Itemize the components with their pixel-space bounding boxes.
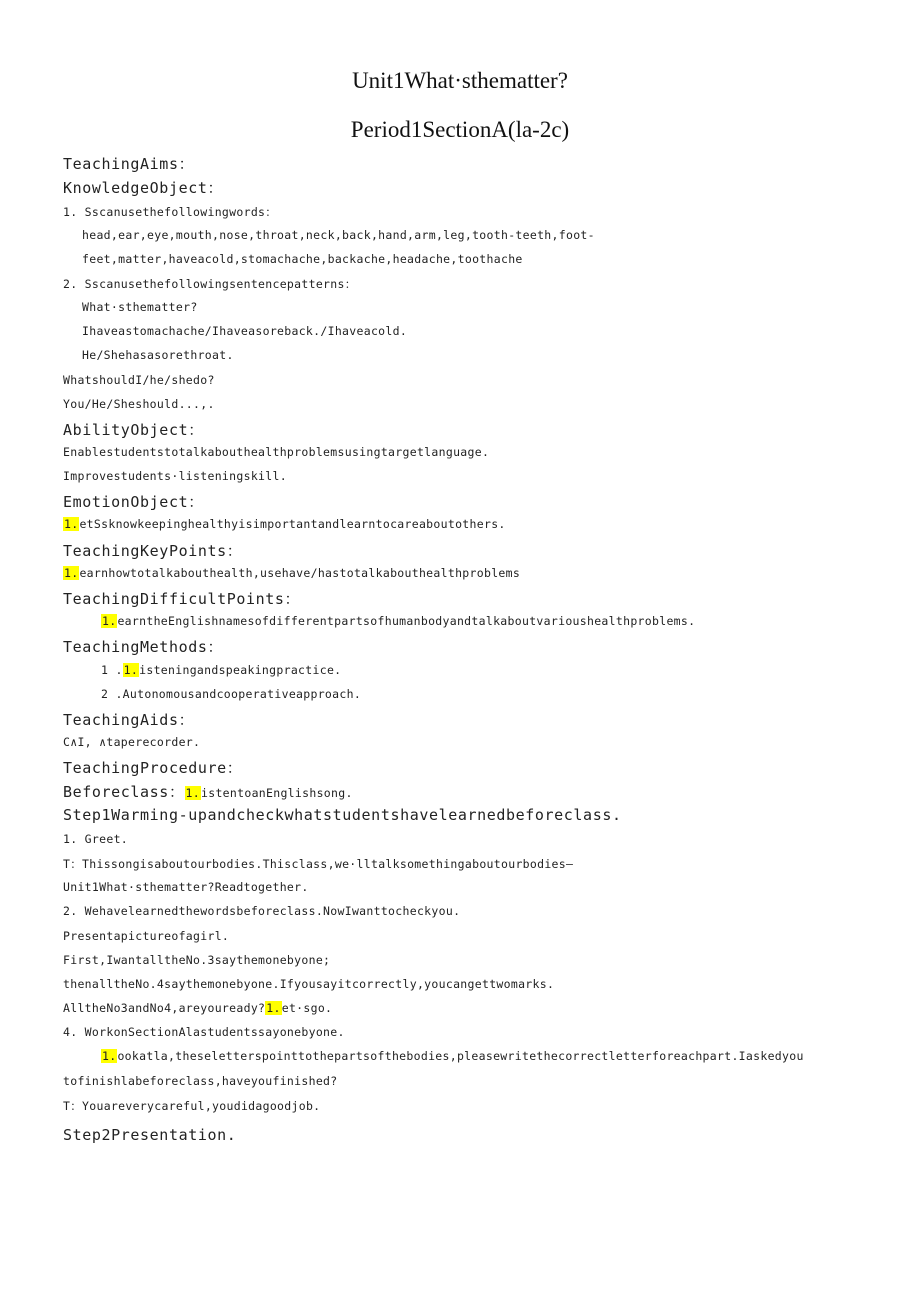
methods-line-1: [101, 663, 341, 677]
step1-line: Unit1What·sthematter?Readtogether.: [63, 880, 309, 894]
highlight-marker: 1.: [64, 517, 79, 531]
step1-line: tofinishlabeforeclass,haveyoufinished?: [63, 1074, 338, 1088]
difficult-text: earntheEnglishnamesofdifferentpartsofhumanbodyandtalkaboutvarioushealthproblems.: [117, 614, 696, 628]
knowledge-item-2: 2. Sscanusethefollowingsentencepatterns：: [63, 277, 357, 291]
knowledge-heading: KnowledgeObject：: [63, 179, 224, 197]
procedure-heading: TeachingProcedure：: [63, 759, 243, 777]
methods-number: 1 .: [101, 663, 123, 677]
step1-text: AlltheNo3andNo4,areyouready?: [63, 1001, 266, 1015]
step1-line: T：Youareverycareful,youdidagoodjob.: [63, 1099, 321, 1113]
aims-heading: TeachingAims：: [63, 155, 195, 173]
step1-line: [63, 1001, 332, 1015]
step1-line: 4. WorkonSectionAlastudentssayonebyone.: [63, 1025, 345, 1039]
ability-line: Improvestudents·listeningskill.: [63, 469, 287, 483]
ability-line: Enablestudentstotalkabouthealthproblemsusingtargetlanguage.: [63, 445, 490, 459]
step1-line: Presentapictureofagirl.: [63, 929, 230, 943]
emotion-line: [63, 517, 506, 531]
keypoints-line: [63, 566, 520, 580]
methods-text: isteningandspeakingpractice.: [139, 663, 342, 677]
knowledge-item-1: 1. Sscanusethefollowingwords：: [63, 205, 278, 219]
document-subtitle: Period1SectionA(la-2c): [350, 117, 570, 142]
step1-heading: Step1Warming-upandcheckwhatstudentshavelearnedbeforeclass.: [63, 806, 622, 824]
pattern-line: What·sthematter?: [82, 300, 198, 314]
aids-line: C∧I, ∧taperecorder.: [63, 735, 201, 749]
ability-heading: AbilityObject：: [63, 421, 204, 439]
difficult-heading: TeachingDifficultPoints：: [63, 590, 301, 608]
pattern-line: He/Shehasasorethroat.: [82, 348, 234, 362]
keypoints-text: earnhowtotalkabouthealth,usehave/hastotalkabouthealthproblems: [79, 566, 521, 580]
emotion-heading: EmotionObject：: [63, 493, 204, 511]
word-list-line-1: head,ear,eye,mouth,nose,throat,neck,back,hand,arm,leg,tooth-teeth,foot-: [82, 228, 595, 242]
highlight-marker: 1.: [123, 663, 139, 677]
pattern-line: WhatshouldI/he/shedo?: [63, 373, 215, 387]
document-title: Unit1What·sthematter?: [352, 68, 568, 93]
before-class-label: Beforeclass：: [63, 783, 185, 801]
methods-line-2: 2 .Autonomousandcooperativeapproach.: [101, 687, 362, 701]
step1-text-end: et·sgo.: [281, 1001, 333, 1015]
highlight-marker: 1.: [102, 614, 117, 628]
pattern-line: You/He/Sheshould...,.: [63, 397, 215, 411]
step1-line: [101, 1049, 804, 1063]
highlight-marker: 1.: [185, 786, 200, 800]
methods-heading: TeachingMethods：: [63, 638, 224, 656]
step1-text: ookatla,theseletterspointtothepartsofthebodies,pleasewritethecorrectletterforeachpart.Iaskedyou: [117, 1049, 804, 1063]
before-class-line: [63, 781, 353, 802]
step1-line: First,IwantalltheNo.3saythemonebyone;: [63, 953, 331, 967]
difficult-line: [101, 614, 695, 628]
pattern-line: Ihaveastomachache/Ihaveasoreback./Ihaveacold.: [82, 324, 408, 338]
highlight-marker: 1.: [102, 1049, 117, 1063]
highlight-marker: 1.: [64, 566, 79, 580]
step1-line: 1. Greet.: [63, 832, 129, 846]
emotion-text: etSsknowkeepinghealthyisimportantandlearntocareaboutothers.: [79, 517, 506, 531]
before-class-text: istentoanEnglishsong.: [201, 786, 353, 800]
step1-line: 2. Wehavelearnedthewordsbeforeclass.NowIwanttocheckyou.: [63, 904, 461, 918]
word-list-line-2: feet,matter,haveacold,stomachache,backache,headache,toothache: [82, 252, 523, 266]
step2-heading: Step2Presentation.: [63, 1126, 237, 1144]
highlight-marker: 1.: [266, 1001, 281, 1015]
step1-line: thenalltheNo.4saythemonebyone.Ifyousayitcorrectly,youcangettwomarks.: [63, 977, 555, 991]
keypoints-heading: TeachingKeyPoints：: [63, 542, 243, 560]
aids-heading: TeachingAids：: [63, 711, 195, 729]
step1-line: T：Thissongisaboutourbodies.Thisclass,we·lltalksomethingaboutourbodies—: [63, 857, 574, 871]
